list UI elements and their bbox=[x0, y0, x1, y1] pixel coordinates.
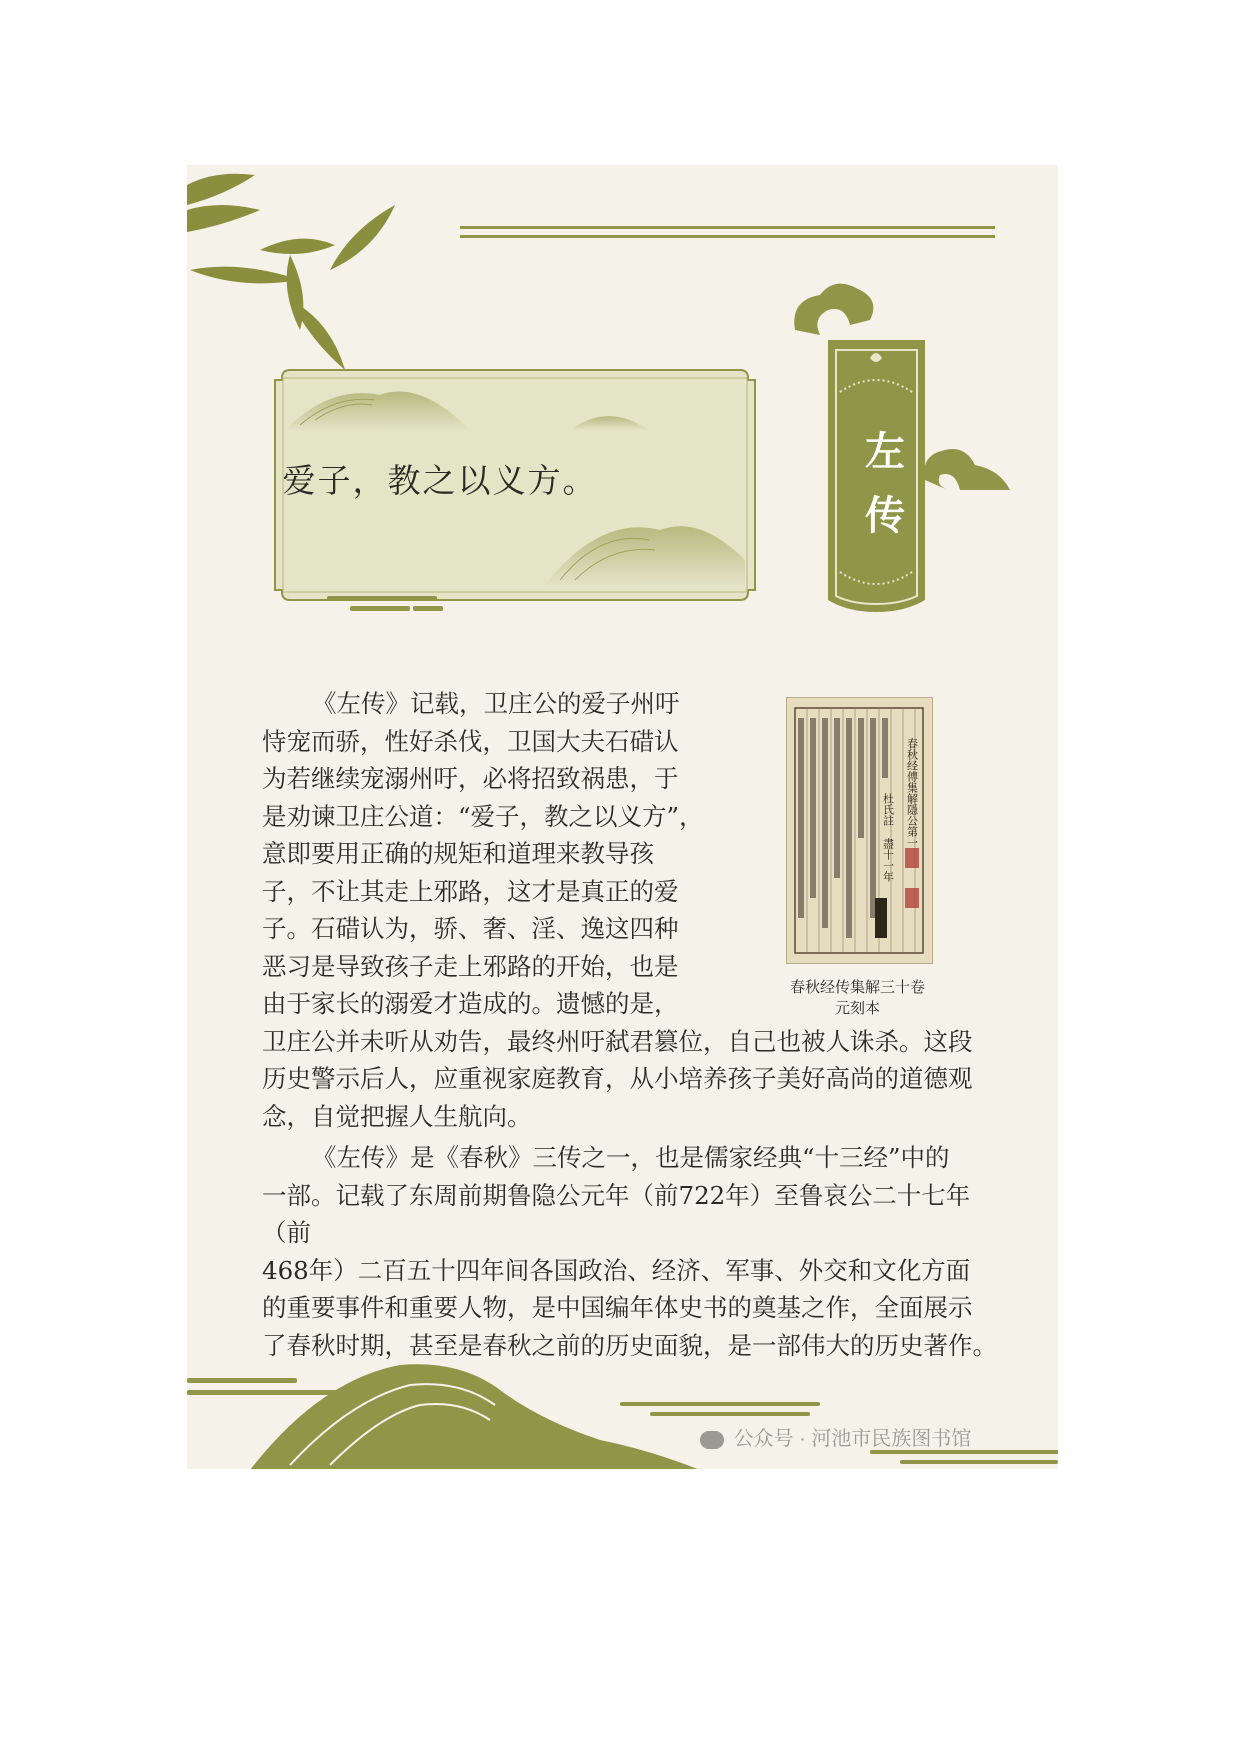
text-line: 恶习是导致孩子走上邪路的开始，也是 bbox=[262, 951, 679, 981]
quote-text: 爱子，教之以义方。 bbox=[282, 461, 598, 500]
text-line: 的重要事件和重要人物，是中国编年体史书的奠基之作，全面展示 bbox=[262, 1293, 973, 1322]
text-line: 是劝谏卫庄公道：“爱子，教之以义方”， bbox=[262, 801, 704, 831]
ancient-book-photo bbox=[786, 697, 933, 964]
text-line: 了春秋时期，甚至是春秋之前的历史面貌，是一部伟大的历史著作。 bbox=[262, 1330, 997, 1360]
text-line: 《左传》记载，卫庄公的爱子州吁 bbox=[312, 689, 680, 718]
wechat-icon bbox=[700, 1431, 724, 1449]
text-line: 意即要用正确的规矩和道理来教导孩 bbox=[262, 839, 654, 868]
watermark bbox=[700, 1422, 971, 1451]
text-line: 恃宠而骄，性好杀伐，卫国大夫石碏认 bbox=[262, 726, 679, 756]
top-rule-1 bbox=[460, 226, 995, 229]
caption-line: 元刻本 bbox=[834, 999, 880, 1017]
text-line: 一部。记载了东周前期鲁隐公元年（前722年）至鲁哀公二十七年（前 bbox=[262, 1180, 971, 1247]
paragraph-2 bbox=[262, 1139, 1002, 1364]
text-line: 子，不让其走上邪路，这才是真正的爱 bbox=[262, 876, 679, 906]
text-line: 历史警示后人，应重视家庭教育，从小培养孩子美好高尚的道德观 bbox=[262, 1064, 973, 1093]
title-vertical bbox=[855, 420, 915, 548]
caption-line: 春秋经传集解三十卷 bbox=[789, 978, 925, 996]
cloud-lines-left bbox=[327, 596, 443, 611]
book-chapter-column: 盡十一年 bbox=[881, 838, 895, 882]
top-rule-2 bbox=[460, 235, 995, 238]
book-author-column: 杜氏註 bbox=[881, 793, 895, 826]
text-line: 由于家长的溺爱才造成的。遗憾的是， bbox=[262, 989, 679, 1018]
bamboo-leaves-icon bbox=[187, 174, 395, 370]
text-line: 子。石碏认为，骄、奢、淫、逸这四种 bbox=[262, 914, 679, 943]
bottom-mountains bbox=[250, 1364, 700, 1470]
text-line: 念，自觉把握人生航向。 bbox=[262, 1101, 532, 1131]
watermark-text: 公众号 · 河池市民族图书馆 bbox=[733, 1428, 972, 1450]
title-char-2: 传 bbox=[865, 492, 905, 539]
book-page-image bbox=[787, 698, 932, 963]
text-line: 468年）二百五十四年间各国政治、经济、军事、外交和文化方面 bbox=[262, 1255, 971, 1285]
photo-caption bbox=[770, 977, 945, 1019]
book-title-column: 春秋经傳集解隱公第一 bbox=[905, 738, 919, 848]
text-line: 为若继续宠溺州吁，必将招致祸患，于 bbox=[262, 764, 679, 793]
text-line: 《左传》是《春秋》三传之一，也是儒家经典“十三经”中的 bbox=[312, 1143, 950, 1172]
title-char-1: 左 bbox=[865, 428, 905, 475]
text-line: 卫庄公并未听从劝告，最终州吁弑君篡位，自己也被人诛杀。这段 bbox=[262, 1026, 973, 1056]
